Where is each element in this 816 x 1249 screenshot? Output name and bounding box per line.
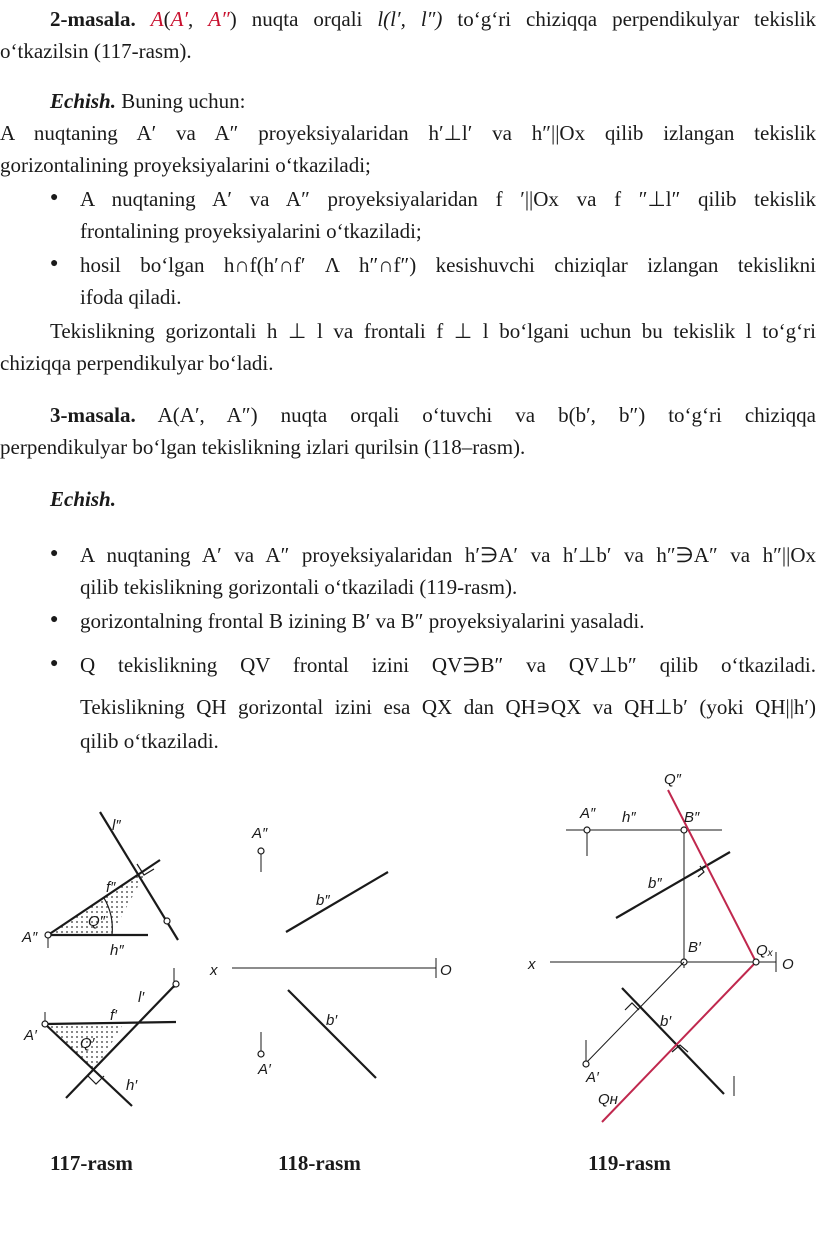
point-A2 [45,932,51,938]
label-QH: Qʜ [598,1091,618,1108]
line-b2 [286,872,388,932]
label-b1: b′ [326,1012,338,1029]
bullet-dot: ● [50,256,59,271]
problem2-para1-line1: A nuqtaning A′ va A″ proyeksiyalaridan h′⊥l′ va h″||Ox qilib izlangan tekislik [0,121,816,145]
bullet-dot: ● [50,190,59,205]
problem3-bullet1-line2: qilib tekislikning gorizontali o‘tkaziladi (119-rasm). [80,575,518,599]
label-l2: l″ [112,817,121,834]
bullet-dot: ● [50,612,59,627]
label-A1: A′ [24,1027,37,1044]
problem2-bullet2-line2: ifoda qiladi. [80,285,182,309]
point [164,918,170,924]
problem2-para1-line2: gorizontalining proyeksiyalarini o‘tkaziladi; [0,153,371,177]
label-h1: h′ [126,1077,138,1094]
trace-QH [602,962,756,1122]
problem2-solution: Echish. Buning uchun: [50,89,246,113]
point-A1 [258,1051,264,1057]
line-b1 [288,990,376,1078]
label-b1: b′ [660,1013,672,1030]
problem3-title: 3-masala. [50,403,136,427]
problem3-bullet1-line1: A nuqtaning A′ va A″ proyeksiyalaridan h′∋A′ va h′⊥b′ va h″∋A″ va h″||Ox [80,543,816,567]
figure-117 [42,812,179,1106]
problem3-line1: 3-masala. A(A′, A″) nuqta orqali o‘tuvchi va b(b′, b″) to‘g‘ri chiziqqa [50,403,816,427]
label-Q2: Q″ [88,913,105,930]
point-A1 [42,1021,48,1027]
label-x: x [528,956,536,973]
label-A1: A′ [258,1061,271,1078]
problem2-title: 2-masala. [50,7,136,31]
figure-119-labels [527,771,794,1108]
label-A1: A′ [586,1069,599,1086]
line-b2 [616,852,730,918]
point [173,981,179,987]
problem2-bullet1-line1: A nuqtaning A′ va A″ proyeksiyalaridan f ′||Ox va f ″⊥l″ qilib tekislik [80,187,816,211]
label-A2: A″ [580,805,596,822]
label-O: O [440,962,452,979]
label-B2: B″ [684,809,700,826]
label-l1: l′ [138,989,145,1006]
problem2-bullet2-line1: hosil bo‘lgan h∩f(h′∩f′ Λ h″∩f″) kesishuvchi chiziqlar izlangan tekislikni [80,253,816,277]
point-A1 [583,1061,589,1067]
problem3-bullet2-line1: gorizontalning frontal B izining B′ va B″ proyeksiyalarini yasaladi. [80,609,645,633]
problem3-solution-label: Echish. [50,487,116,511]
point-A2 [258,848,264,854]
caption-119: 119-rasm [588,1151,671,1175]
label-Q1: Q′ [80,1035,95,1052]
label-Qx: Qₓ [756,942,774,959]
figure-118-labels [209,825,452,1078]
figure-119 [550,790,776,1122]
bullet-dot: ● [50,656,59,671]
label-f1: f′ [110,1007,117,1024]
label-x: x [210,962,218,979]
label-A2: A″ [252,825,268,842]
figure-118 [232,848,436,1078]
point-Qx [753,959,759,965]
label-h2: h″ [110,942,124,959]
label-b2: b″ [648,875,662,892]
problem3-bullet3-line3: qilib o‘tkaziladi. [80,729,219,753]
label-f2: f″ [106,879,116,896]
trace-QV [668,790,756,962]
problem3-bullet3-line2: Tekislikning QH gorizontal izini esa QX dan QH∍QX va QH⊥b′ (yoki QH||h′) [80,695,816,719]
line-b1 [622,988,724,1094]
caption-117: 117-rasm [50,1151,133,1175]
label-b2: b″ [316,892,330,909]
label-h2: h″ [622,809,636,826]
problem3-bullet3-line1: Q tekislikning QV frontal izini QV∋B″ va QV⊥b″ qilib o‘tkaziladi. [80,653,816,677]
solution-label: Echish. [50,89,116,113]
problem3-line2: perpendikulyar bo‘lgan tekislikning izlari qurilsin (118–rasm). [0,435,526,459]
bullet-dot: ● [50,546,59,561]
point-B2 [681,827,687,833]
point-A2 [584,827,590,833]
label-Q2: Q″ [664,771,681,788]
label-B1: B′ [688,939,701,956]
problem2-line2: o‘tkazilsin (117-rasm). [0,39,192,63]
problem2-bullet1-line2: frontalining proyeksiyalarini o‘tkaziladi; [80,219,422,243]
label-A2: A″ [22,929,38,946]
label-O: O [782,956,794,973]
problem2-line1: 2-masala. A(A′, A″) nuqta orqali l(l′, l″) to‘g‘ri chiziqqa perpendikulyar tekislik [50,7,816,31]
problem2-conclusion-line1: Tekislikning gorizontali h ⊥ l va frontali f ⊥ l bo‘lgani uchun bu tekislik l to‘g‘ri [50,319,816,343]
problem2-conclusion-line2: chiziqqa perpendikulyar bo‘ladi. [0,351,274,375]
caption-118: 118-rasm [278,1151,361,1175]
